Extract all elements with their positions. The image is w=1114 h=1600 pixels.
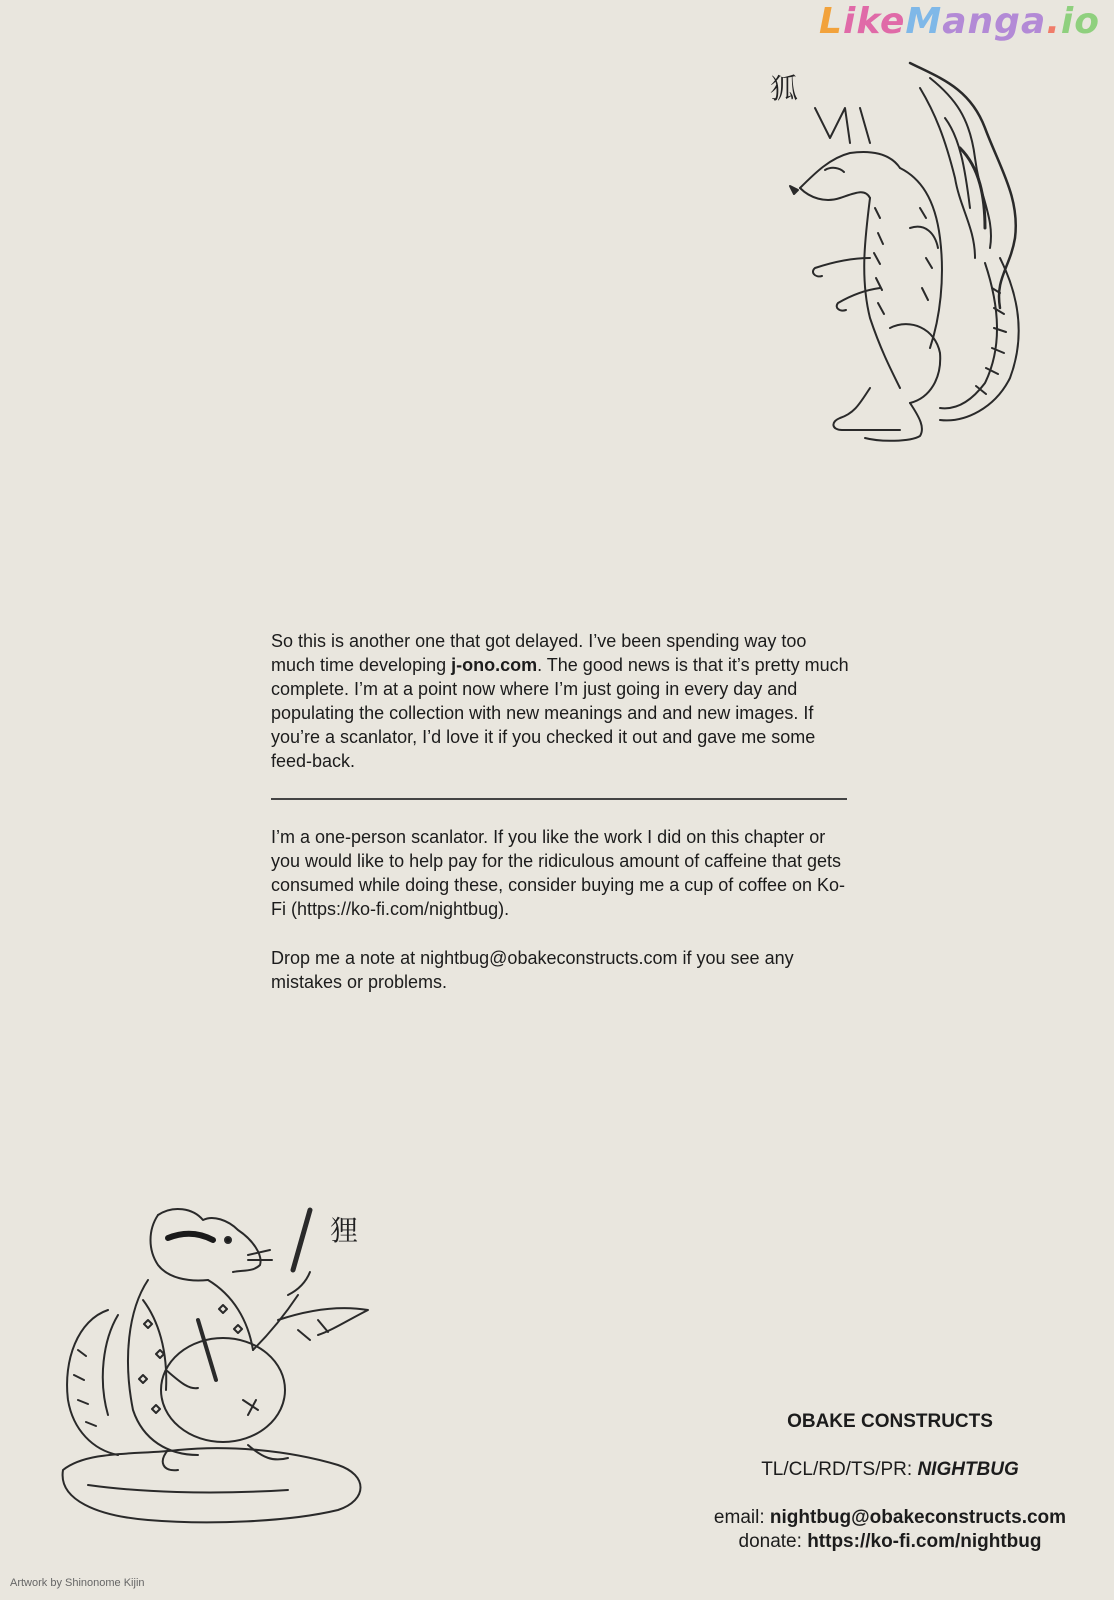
notes-paragraph-site — [271, 629, 849, 773]
notes-text: So this is another one that got delayed. I’ve been spending way too much time developing — [271, 631, 807, 675]
roles-name: NIGHTBUG — [917, 1459, 1019, 1480]
translator-notes — [271, 629, 849, 994]
notes-paragraph-contact — [271, 946, 849, 994]
tanuki-drum-illustration-icon — [48, 1200, 393, 1530]
contact-lines — [690, 1506, 1090, 1554]
watermark-part: ike — [843, 1, 906, 42]
fox-illustration-icon — [770, 58, 1070, 458]
donate-label: donate: — [738, 1531, 808, 1552]
watermark-part: io — [1060, 1, 1100, 42]
watermark-part: M — [905, 1, 943, 42]
section-divider — [271, 798, 847, 800]
donate-link[interactable]: https://ko-fi.com/nightbug — [807, 1531, 1042, 1552]
credits-email-link[interactable]: nightbug@obakeconstructs.com — [769, 1507, 1067, 1528]
watermark-part: anga — [942, 1, 1047, 42]
credits-block — [690, 1410, 1090, 1554]
email-label: email: — [713, 1507, 770, 1528]
artwork-credit: Artwork by Shinonome Kijin — [10, 1577, 145, 1589]
watermark-part: . — [1046, 1, 1061, 42]
site-watermark — [819, 2, 1100, 42]
tanuki-label: 狸 — [330, 1214, 359, 1247]
roles-label: TL/CL/RD/TS/PR: — [761, 1459, 918, 1480]
contact-email-link[interactable]: nightbug@obakeconstructs.com — [420, 948, 678, 968]
notes-text: if you see any mistakes or problems. — [271, 948, 794, 992]
notes-text: Drop me a note at — [271, 948, 421, 968]
notes-text: . The good news is that it’s pretty much complete. I’m at a point now where I’m just going in every day and populating the collection with new meanings and and new images. If you’re a scanlator, I’d love it if you checked it out and gave me some feed-back. — [271, 655, 849, 771]
donate-line — [690, 1530, 1090, 1554]
notes-paragraph-kofi: I’m a one-person scanlator. If you like the work I did on this chapter or you would like to help pay for the ridiculous amount of caffeine that gets consumed while doing these, consider buying me a cup of coffee on Ko-Fi (https://ko-fi.com/nightbug). — [271, 827, 846, 919]
email-line — [690, 1506, 1090, 1530]
j-ono-link[interactable]: j-ono.com — [451, 655, 538, 675]
group-name: OBAKE CONSTRUCTS — [787, 1411, 993, 1432]
fox-label: 狐 — [770, 72, 799, 105]
watermark-part: L — [819, 1, 843, 42]
roles-line — [690, 1458, 1090, 1482]
